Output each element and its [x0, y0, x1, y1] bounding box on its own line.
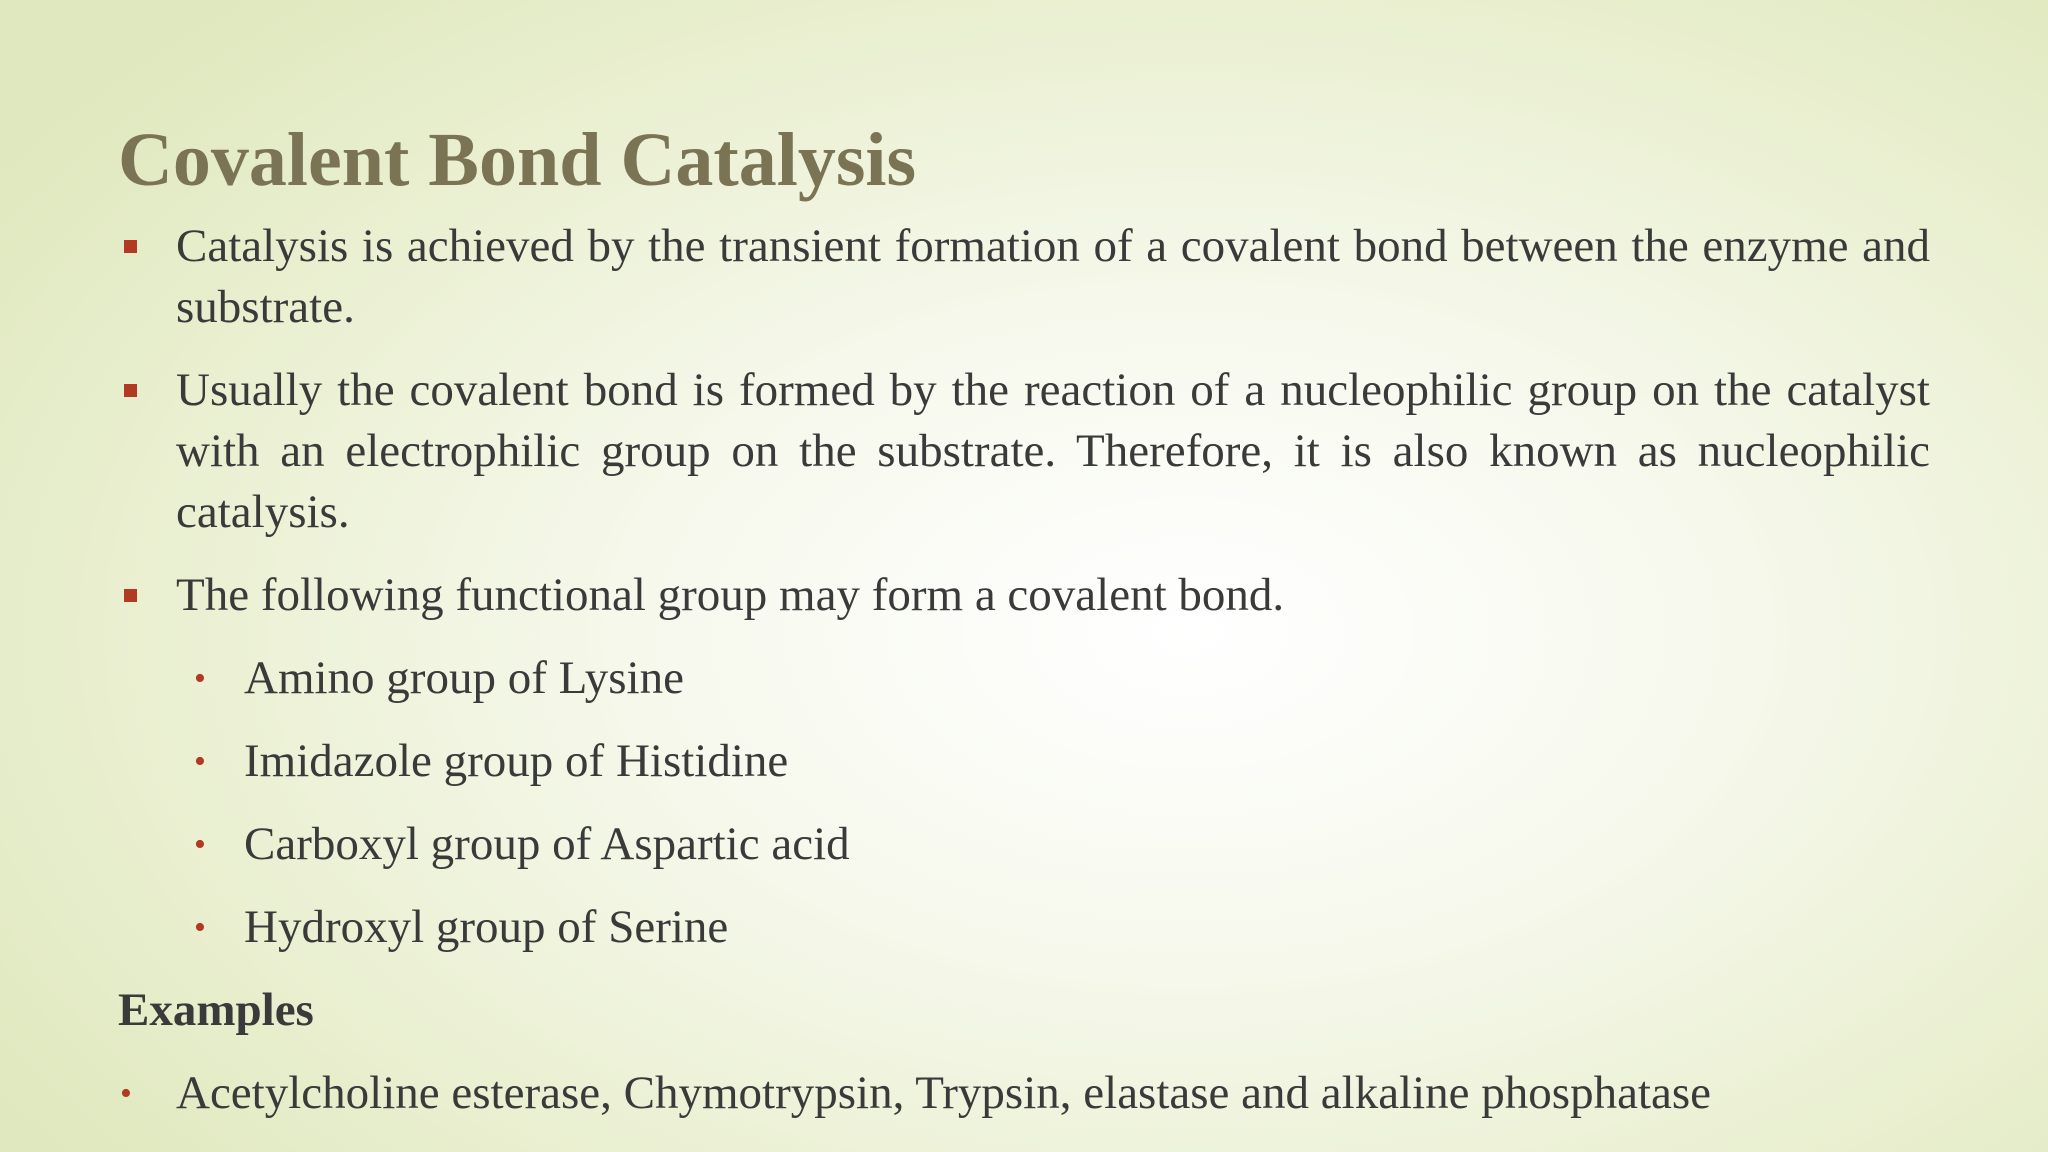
examples-heading: Examples — [118, 984, 314, 1036]
functional-group-text: Carboxyl group of Aspartic acid — [244, 818, 850, 870]
functional-group-text: Amino group of Lysine — [244, 652, 684, 704]
functional-group-text: Hydroxyl group of Serine — [244, 901, 729, 953]
bullet-item — [118, 216, 1930, 338]
square-bullet-icon — [124, 384, 137, 397]
bullet-item — [118, 360, 1930, 543]
slide — [118, 112, 1930, 1124]
functional-group-item — [118, 731, 1930, 792]
functional-group-item — [118, 897, 1930, 958]
bullet-item — [118, 565, 1930, 626]
slide-title: Covalent Bond Catalysis — [118, 118, 917, 202]
example-item — [118, 1063, 1930, 1124]
bullet-text: The following functional group may form a covalent bond. — [176, 569, 1285, 621]
functional-group-item — [118, 814, 1930, 875]
bullet-list — [118, 216, 1930, 626]
bullet-text: Catalysis is achieved by the transient formation of a covalent bond between the enzyme and substrate. — [176, 220, 1930, 333]
functional-group-item — [118, 648, 1930, 709]
round-bullet-icon: • — [120, 1075, 132, 1112]
bullet-text: Usually the covalent bond is formed by the reaction of a nucleophilic group on the catalyst with an electrophilic group on the substrate. Therefore, it is also known as nucleophilic catalysis. — [176, 364, 1930, 538]
example-text: Acetylcholine esterase, Chymotrypsin, Trypsin, elastase and alkaline phosphatase — [176, 1067, 1712, 1119]
square-bullet-icon — [124, 589, 137, 602]
round-bullet-icon: • — [194, 743, 206, 780]
functional-group-list — [118, 648, 1930, 958]
round-bullet-icon: • — [194, 660, 206, 697]
functional-group-text: Imidazole group of Histidine — [244, 735, 789, 787]
square-bullet-icon — [124, 240, 137, 253]
round-bullet-icon: • — [194, 909, 206, 946]
round-bullet-icon: • — [194, 826, 206, 863]
